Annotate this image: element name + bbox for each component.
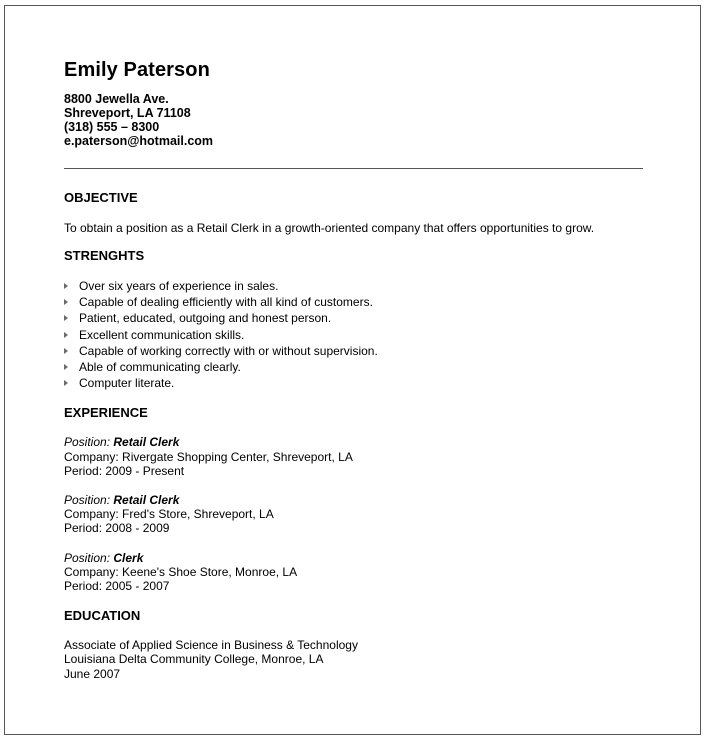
objective-section [64,190,644,235]
education-degree: Associate of Applied Science in Business & Technology [64,638,358,653]
position-label: Position: [64,493,114,508]
job-company: Company: Keene's Shoe Store, Monroe, LA [64,564,298,579]
strengths-list [64,278,644,391]
job-entry [64,435,644,478]
strength-text: Able of communicating clearly. [79,360,241,375]
job-position [64,493,644,507]
email-address: e.paterson@hotmail.com [64,134,214,148]
job-position [64,551,644,565]
resume-document [64,58,644,681]
strength-text: Computer literate. [79,376,175,391]
education-date: June 2007 [64,666,121,681]
job-period: Period: 2005 - 2007 [64,579,170,594]
triangle-bullet-icon [64,380,68,386]
triangle-bullet-icon [64,332,68,338]
list-item [64,310,644,326]
strength-text: Capable of working correctly with or without supervision. [79,343,378,358]
position-title: Retail Clerk [113,435,180,450]
resume-header [64,58,644,148]
education-school: Louisiana Delta Community College, Monroe, LA [64,652,324,667]
education-section [64,608,644,681]
objective-text: To obtain a position as a Retail Clerk in a growth-oriented company that offers opportunities to grow. [64,221,595,235]
strength-text: Over six years of experience in sales. [79,279,279,293]
job-position [64,435,644,449]
triangle-bullet-icon [64,283,68,289]
position-title: Retail Clerk [113,493,180,508]
position-label: Position: [64,550,114,565]
job-entry [64,551,644,594]
strength-text: Capable of dealing efficiently with all kind of customers. [79,295,373,310]
triangle-bullet-icon [64,299,68,305]
triangle-bullet-icon [64,348,68,354]
education-heading: EDUCATION [64,608,141,624]
candidate-name: Emily Paterson [64,59,210,81]
position-label: Position: [64,435,114,450]
list-item [64,278,644,294]
job-company: Company: Rivergate Shopping Center, Shreveport, LA [64,449,353,464]
job-period: Period: 2008 - 2009 [64,521,170,536]
strength-text: Excellent communication skills. [79,327,245,342]
address-line-2: Shreveport, LA 71108 [64,106,191,120]
job-company: Company: Fred's Store, Shreveport, LA [64,507,274,522]
education-entry [64,638,644,681]
strengths-section [64,248,644,391]
header-divider [64,168,643,169]
address-line-1: 8800 Jewella Ave. [64,92,169,106]
list-item [64,359,644,375]
triangle-bullet-icon [64,364,68,370]
list-item [64,375,644,391]
triangle-bullet-icon [64,315,68,321]
job-period: Period: 2009 - Present [64,463,185,478]
strength-text: Patient, educated, outgoing and honest person. [79,311,332,326]
position-title: Clerk [113,550,144,565]
experience-heading: EXPERIENCE [64,405,148,421]
list-item [64,343,644,359]
phone-number: (318) 555 – 8300 [64,120,160,134]
experience-section [64,405,644,593]
list-item [64,327,644,343]
list-item [64,294,644,310]
job-entry [64,493,644,536]
strengths-heading: STRENGHTS [64,248,145,263]
objective-heading: OBJECTIVE [64,190,138,205]
